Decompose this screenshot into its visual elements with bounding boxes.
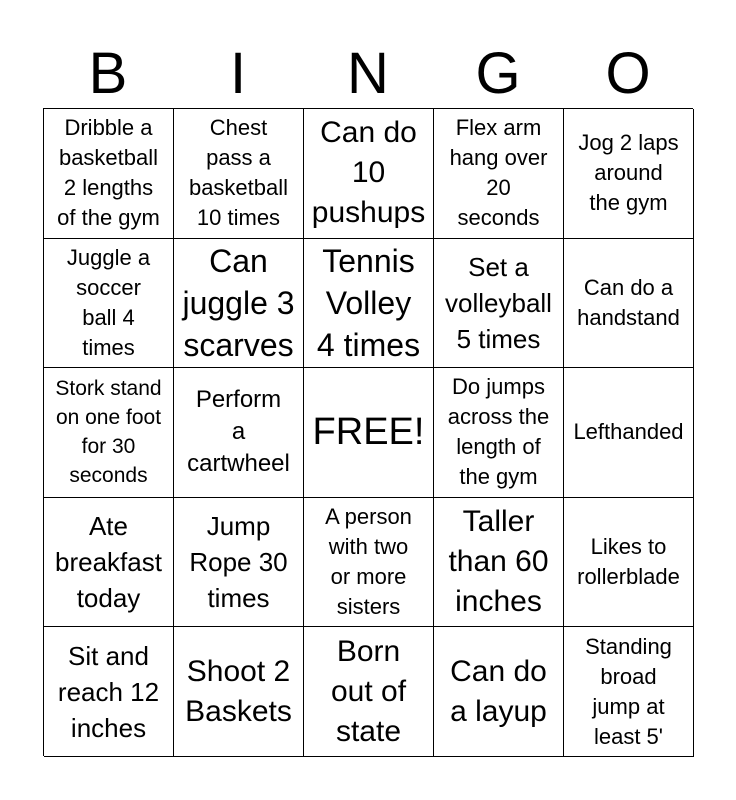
cell-text: Dribble a basketball 2 lengths of the gym — [57, 115, 160, 231]
cell-text: Jump Rope 30 times — [189, 511, 288, 614]
cell-text: Can juggle 3 scarves — [182, 242, 295, 363]
header-letter-o: O — [605, 41, 651, 106]
bingo-cell[interactable] — [304, 498, 434, 628]
cell-text: Set a volleyball 5 times — [445, 251, 552, 354]
bingo-cell[interactable] — [174, 627, 304, 757]
cell-text: Flex arm hang over 20 seconds — [449, 115, 548, 231]
bingo-cell[interactable] — [434, 239, 564, 369]
bingo-cell[interactable] — [304, 239, 434, 369]
cell-text: Taller than 60 inches — [448, 505, 549, 619]
bingo-cell[interactable] — [44, 368, 174, 498]
bingo-board — [43, 108, 693, 756]
bingo-cell[interactable] — [564, 368, 694, 498]
cell-text: Can do a handstand — [577, 274, 680, 330]
cell-text: Stork stand on one foot for 30 seconds — [55, 377, 162, 488]
bingo-header — [43, 40, 693, 108]
free-space-label: FREE! — [312, 411, 425, 454]
cell-text: Born out of state — [330, 634, 407, 748]
header-letter-i: I — [229, 41, 247, 106]
bingo-cell[interactable] — [564, 239, 694, 369]
bingo-cell[interactable] — [304, 109, 434, 239]
cell-text: A person with two or more sisters — [325, 504, 412, 620]
header-letter-g: G — [475, 41, 521, 106]
cell-text: Lefthanded — [573, 419, 684, 445]
bingo-cell[interactable] — [44, 627, 174, 757]
cell-text: Can do a layup — [450, 654, 547, 728]
cell-text: Juggle a soccer ball 4 times — [66, 244, 151, 360]
bingo-cell[interactable] — [174, 368, 304, 498]
bingo-cell[interactable] — [44, 498, 174, 628]
bingo-cell[interactable] — [434, 368, 564, 498]
header-letter-n: N — [347, 41, 389, 106]
bingo-cell[interactable] — [564, 627, 694, 757]
cell-text: Sit and reach 12 inches — [57, 640, 160, 743]
cell-text: Shoot 2 Baskets — [185, 654, 292, 728]
cell-text: Ate breakfast today — [55, 511, 162, 614]
bingo-cell[interactable] — [434, 627, 564, 757]
cell-text: Likes to rollerblade — [577, 534, 680, 590]
cell-text: Can do 10 pushups — [311, 116, 426, 230]
header-letter-b: B — [88, 41, 128, 106]
bingo-cell[interactable] — [174, 239, 304, 369]
free-space[interactable] — [304, 368, 434, 498]
bingo-cell[interactable] — [44, 109, 174, 239]
cell-text: Chest pass a basketball 10 times — [188, 115, 289, 231]
bingo-cell[interactable] — [434, 109, 564, 239]
cell-text: Do jumps across the length of the gym — [447, 374, 550, 490]
cell-text: Perform a cartwheel — [187, 386, 290, 478]
cell-text: Standing broad jump at least 5' — [585, 633, 672, 749]
bingo-cell[interactable] — [564, 498, 694, 628]
bingo-cell[interactable] — [304, 627, 434, 757]
bingo-cell[interactable] — [434, 498, 564, 628]
bingo-cell[interactable] — [44, 239, 174, 369]
cell-text: Jog 2 laps around the gym — [578, 130, 679, 216]
cell-text: Tennis Volley 4 times — [316, 242, 421, 363]
bingo-cell[interactable] — [564, 109, 694, 239]
bingo-cell[interactable] — [174, 109, 304, 239]
bingo-cell[interactable] — [174, 498, 304, 628]
